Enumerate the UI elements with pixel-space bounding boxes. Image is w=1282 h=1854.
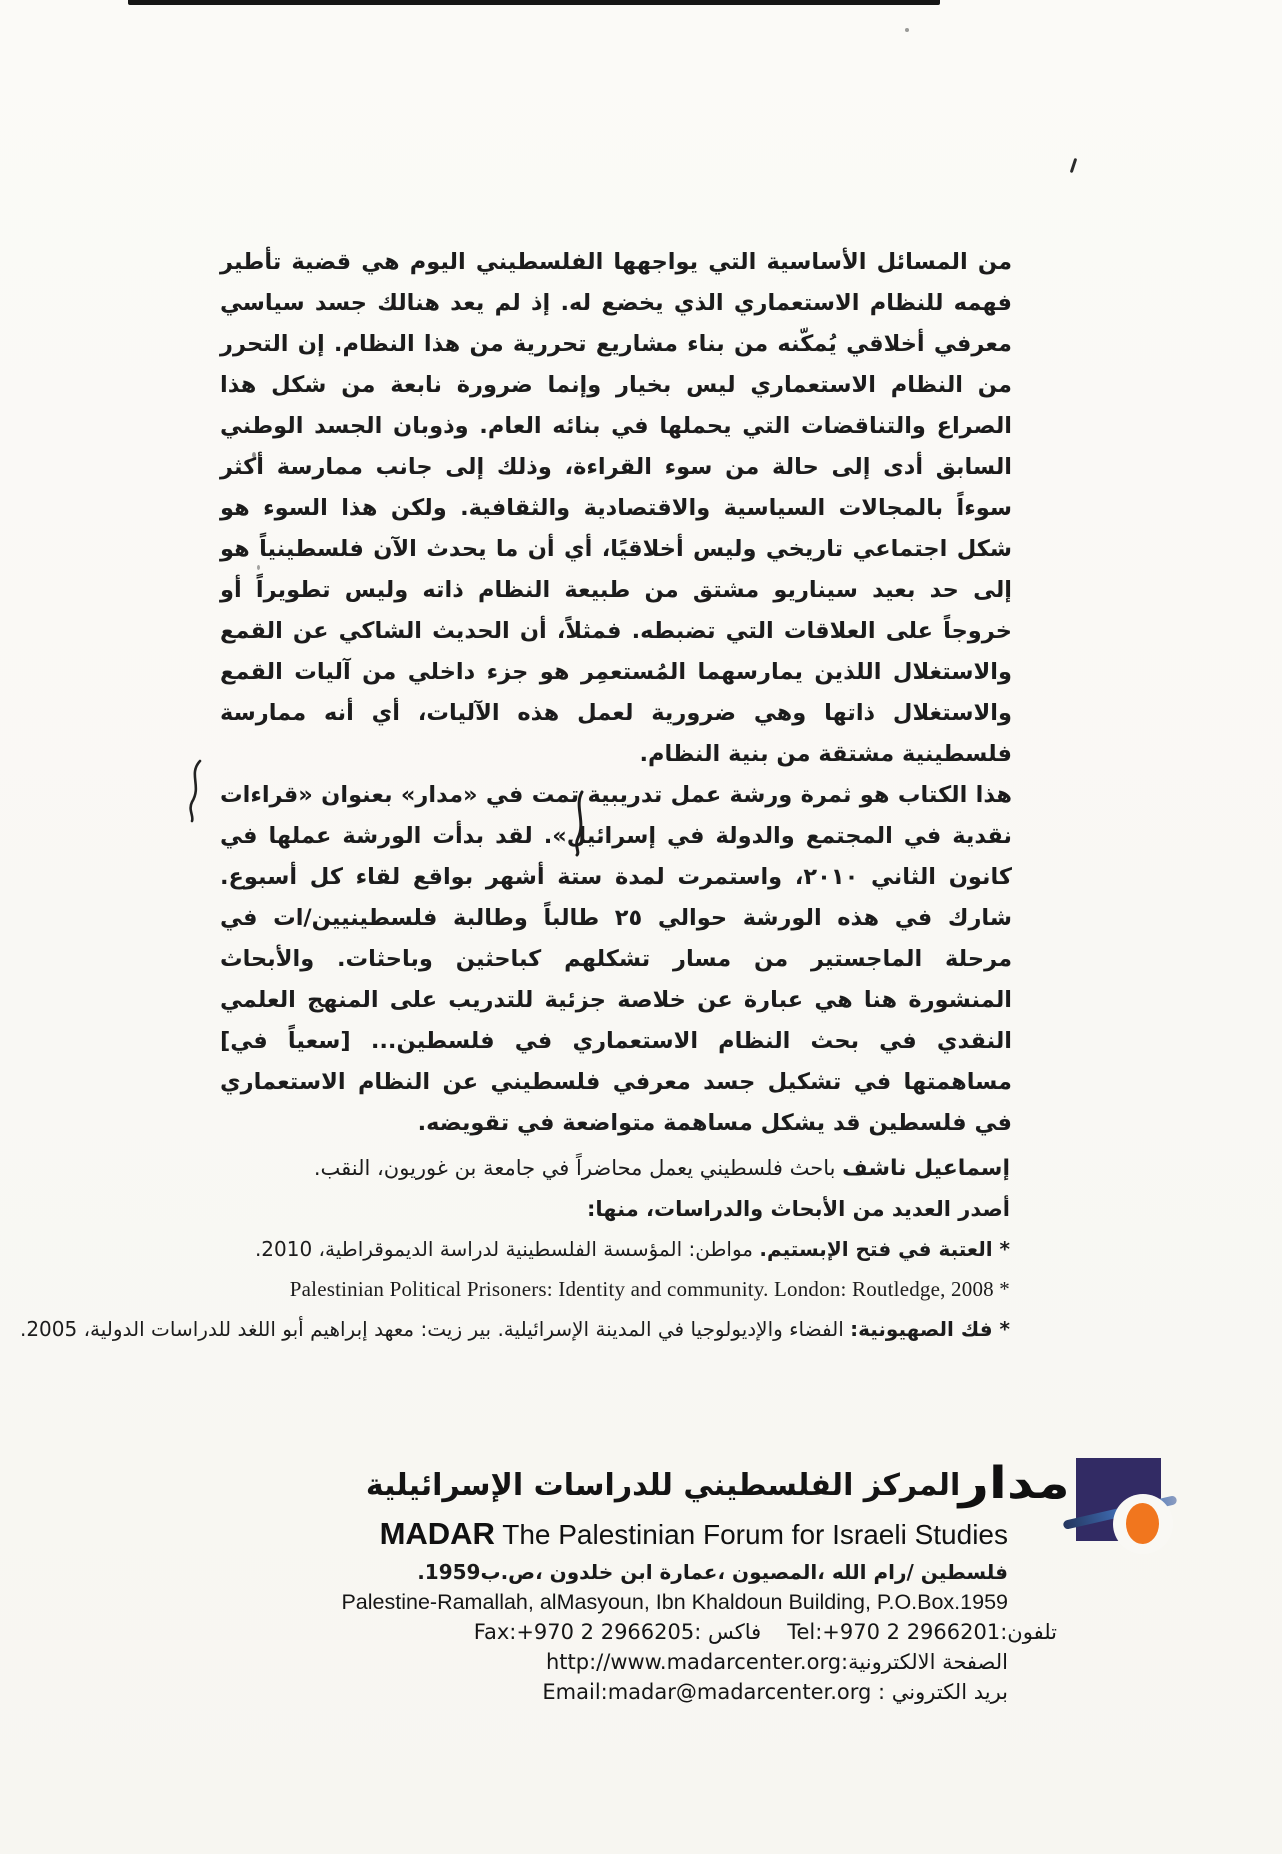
logo-cutout-circle — [1113, 1494, 1173, 1554]
publication-3-title: * فك الصهيونية: — [850, 1317, 1010, 1341]
tel-label: تلفون: — [1000, 1620, 1057, 1644]
fax-label: فاكس : — [694, 1620, 762, 1644]
org-title-english-line — [380, 1516, 1008, 1552]
publication-english: Palestinian Political Prisoners: Identity and community. London: Routledge, 2008 * — [289, 1277, 1010, 1301]
main-text-block — [220, 242, 1012, 1144]
address-arabic: فلسطين /رام الله ،المصيون ،عمارة ابن خلدون ،ص.ب1959. — [417, 1560, 1008, 1584]
website-line — [546, 1650, 1008, 1674]
publication-arabic-2 — [20, 1309, 1010, 1349]
author-bio-line — [20, 1148, 1010, 1189]
madar-logo-square-icon — [1076, 1458, 1161, 1541]
phone-fax-line — [474, 1620, 1057, 1644]
org-name-english: The Palestinian Forum for Israeli Studies — [494, 1519, 1008, 1550]
publication-arabic-1 — [20, 1229, 1010, 1269]
email-line — [542, 1680, 1008, 1704]
logo-orange-dot-icon — [1126, 1503, 1159, 1544]
publication-1-title: * العتبة في فتح الإبستيم. — [759, 1237, 1010, 1261]
ink-speck — [905, 28, 909, 32]
paragraph-workshop: هذا الكتاب هو ثمرة ورشة عمل تدريبية تمت في «مدار» بعنوان «قراءات نقدية في المجتمع والدولة في إسرائيل». لقد بدأت الورشة عملها في كانون الثاني ٢٠١٠، واستمرت لمدة ستة أشهر بواقع لقاء كل أسبوع. شارك في هذه الورشة حوالي ٢٥ طالباً وطالبة فلسطينيين/ات في مرحلة الماجستير من مسار تشكلهم كباحثين وباحثات. والأبحاث المنشورة هنا هي عبارة عن خلاصة جزئية للتدريب على المنهج العلمي النقدي في بحث النظام الاستعماري في فلسطين... [سعياً في] مساهمتها في تشكيل جسد معرفي فلسطيني عن النظام الاستعماري في فلسطين قد يشكل مساهمة متواضعة في تقويضه. — [220, 782, 1012, 1136]
email-label: بريد الكتروني : — [878, 1680, 1008, 1704]
fax-number: Fax:+970 2 2966205 — [473, 1620, 695, 1644]
org-name-arabic: المركز الفلسطيني للدراسات الإسرائيلية — [365, 1468, 961, 1503]
author-bio-block — [20, 1148, 1010, 1349]
tel-number: Tel:+970 2 2966201 — [787, 1620, 1001, 1644]
publication-1-details: مواطن: المؤسسة الفلسطينية لدراسة الديموقراطية، 2010. — [254, 1237, 760, 1261]
scan-edge-strip — [128, 0, 940, 5]
author-bio-text: باحث فلسطيني يعمل محاضراً في جامعة بن غوريون، النقب. — [313, 1156, 843, 1180]
address-english: Palestine-Ramallah, alMasyoun, Ibn Khaldoun Building, P.O.Box.1959 — [341, 1590, 1008, 1614]
pen-scribble-mark — [182, 758, 210, 824]
author-name: إسماعيل ناشف — [842, 1156, 1010, 1181]
madar-logotype-arabic: مدار — [958, 1457, 1070, 1509]
publication-3-details: الفضاء والإديولوجيا في المدينة الإسرائيلية. بير زيت: معهد إبراهيم أبو اللغد للدراسات الدولية، 2005. — [19, 1317, 851, 1341]
website-label: الصفحة الالكترونية: — [841, 1650, 1008, 1674]
org-name-english-acronym: MADAR — [379, 1516, 495, 1551]
ink-tick-mark — [1070, 158, 1077, 173]
paragraph-colonial-system: من المسائل الأساسية التي يواجهها الفلسطيني اليوم هي قضية تأطير فهمه للنظام الاستعماري الذي يخضع له. إذ لم يعد هنالك جسد سياسي معرفي أخلاقي يُمكّنه من بناء مشاريع تحررية من هذا النظام. إن التحرر من النظام الاستعماري ليس بخيار وإنما ضرورة نابعة من شكل هذا الصراع والتناقضات التي يحملها في بنائه العام. وذوبان الجسد الوطني السابق أدى إلى حالة من سوء القراءة، وذلك إلى جانب ممارسة أكثر سوءاً بالمجالات السياسية والاقتصادية والثقافية. ولكن هذا السوء هو شكل اجتماعي تاريخي وليس أخلاقيًا، أي أن ما يحدث الآن فلسطينياً هو إلى حد بعيد سيناريو مشتق من طبيعة النظام ذاته وليس تطويراً أو خروجاً على العلاقات التي تضبطه. فمثلاً، أن الحديث الشاكي عن القمع والاستغلال اللذين يمارسهما المُستعمِر هو جزء داخلي من آليات القمع والاستغلال ذاتها وهي ضرورية لعمل هذه الآليات، أي أنه ممارسة فلسطينية مشتقة من بنية النظام. — [220, 249, 1012, 767]
website-url: http://www.madarcenter.org — [545, 1650, 842, 1674]
org-title-arabic-line — [365, 1457, 1070, 1510]
publications-intro: أصدر العديد من الأبحاث والدراسات، منها: — [587, 1197, 1010, 1221]
email-address: Email:madar@madarcenter.org — [542, 1680, 872, 1704]
